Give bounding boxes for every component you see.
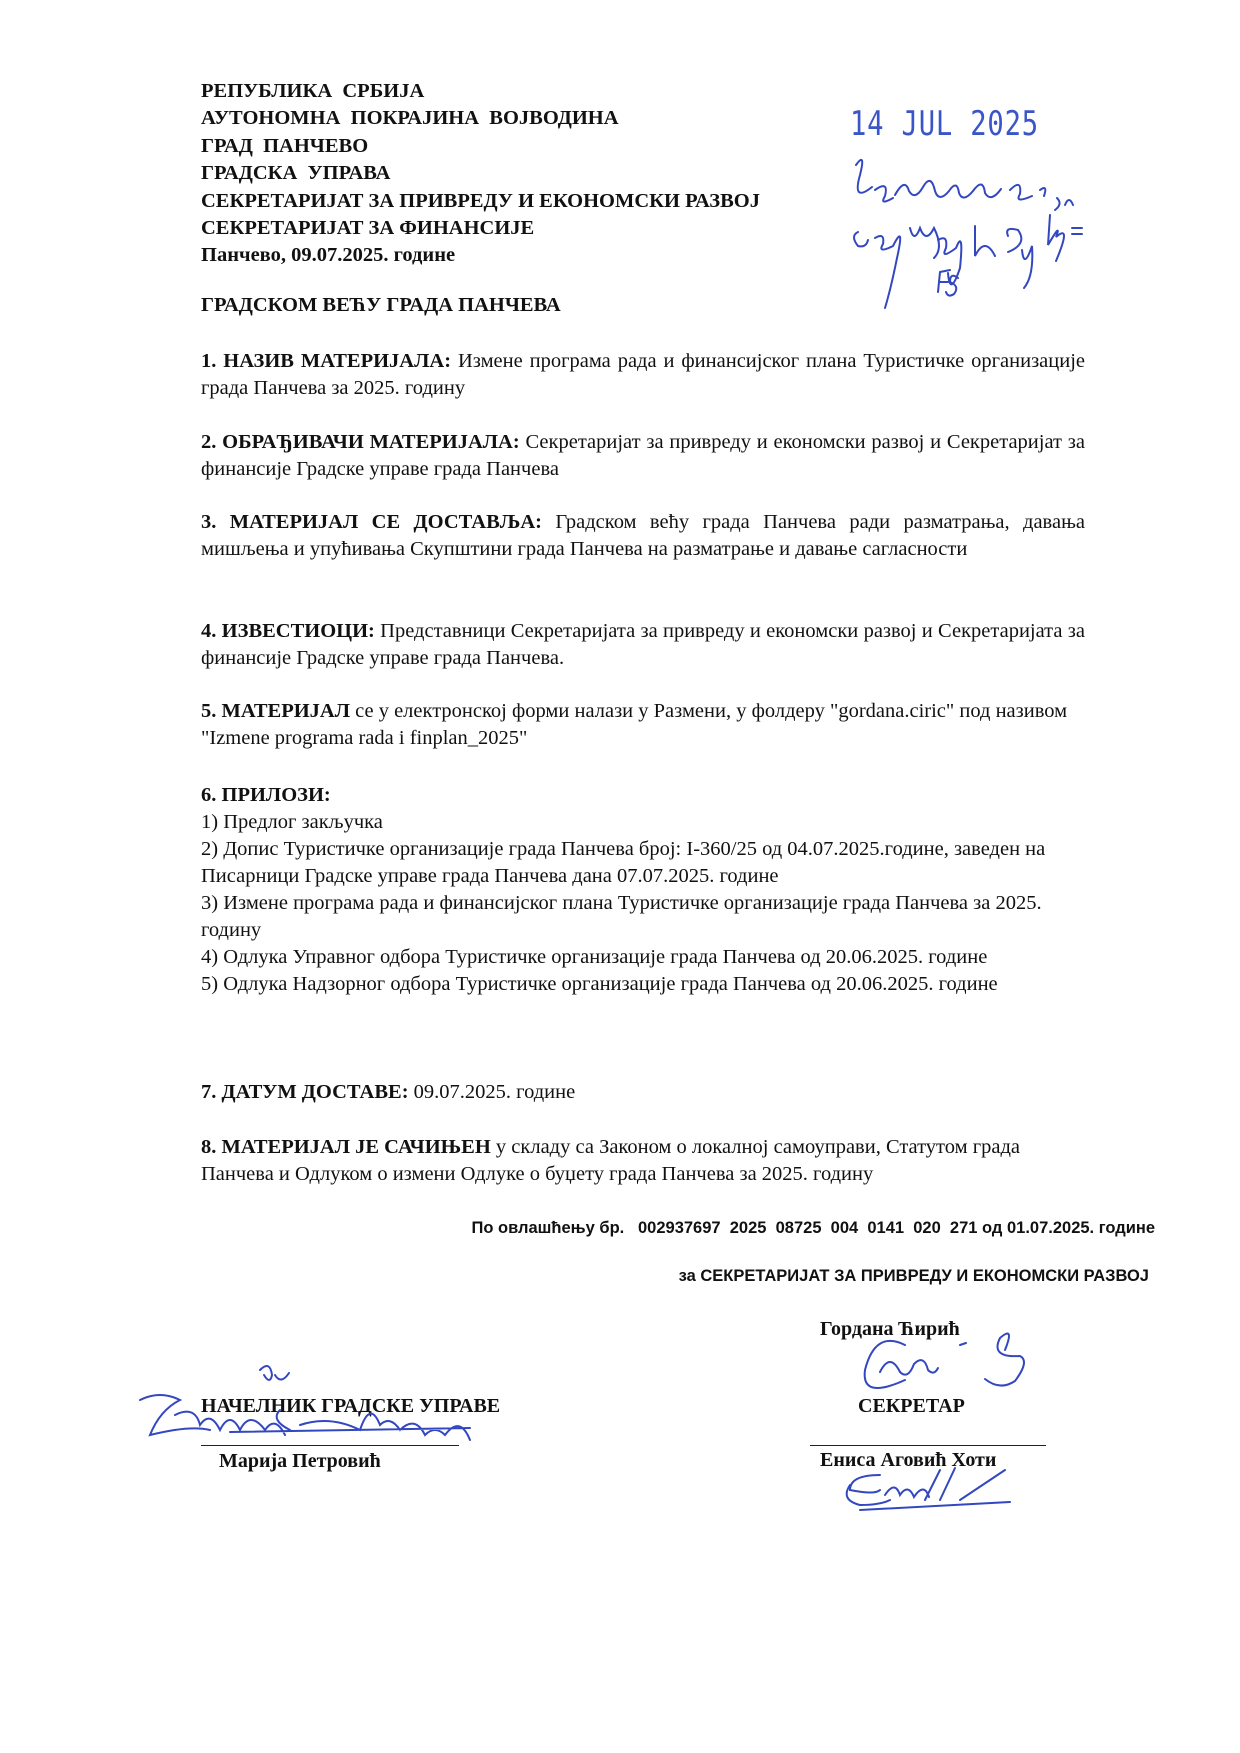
letterhead-line: ГРАД ПАНЧЕВО (201, 134, 369, 157)
attachment-item: 5) Одлука Надзорног одбора Туристичке организације града Панчева од 20.06.2025. године (201, 973, 998, 995)
section-text: се у електронској форми налази у Размени, у фолдеру "gordana.ciric" под називом "Izmene programa rada i finplan_2025" (201, 700, 1068, 749)
letterhead-line: СЕКРЕТАРИЈАТ ЗА ФИНАНСИЈЕ (201, 217, 535, 240)
letterhead-line: АУТОНОМНА ПОКРАЈИНА ВОЈВОДИНА (201, 107, 619, 130)
signature-agovic-hoti (847, 1468, 1010, 1510)
section-label: 2. ОБРАЂИВАЧИ МАТЕРИЈАЛА: (201, 431, 520, 453)
section-5 (201, 698, 1085, 752)
letterhead-line: ГРАДСКА УПРАВА (201, 162, 391, 185)
section-label: 4. ИЗВЕСТИОЦИ: (201, 620, 375, 642)
letterhead-line: СЕКРЕТАРИЈАТ ЗА ПРИВРЕДУ И ЕКОНОМСКИ РАЗВОЈ (201, 189, 760, 212)
section-label: 7. ДАТУМ ДОСТАВЕ: (201, 1081, 409, 1103)
attachments-label: 6. ПРИЛОЗИ: (201, 784, 331, 806)
for-secretariat: за СЕКРЕТАРИЈАТ ЗА ПРИВРЕДУ И ЕКОНОМСКИ РАЗВОЈ (678, 1267, 1149, 1285)
section-label: 5. МАТЕРИЈАЛ (201, 700, 350, 722)
section-label: 8. МАТЕРИЈАЛ ЈЕ САЧИЊЕН (201, 1136, 491, 1158)
attachment-item: 2) Допис Туристичке организације града Панчева број: I-360/25 од 04.07.2025.године, заведен на Писарници Градске управе града Панчева дана 07.07.2025. године (201, 838, 1046, 887)
letterhead-line: РЕПУБЛИКА СРБИЈА (201, 80, 425, 102)
head-name: Марија Петровић (219, 1450, 381, 1472)
handwritten-note (854, 160, 1082, 308)
section-4 (201, 618, 1085, 672)
attachment-item: 4) Одлука Управног одбора Туристичке организације града Панчева од 20.06.2025. године (201, 946, 988, 968)
received-date-stamp: 14 JUL 2025 (850, 104, 1039, 144)
section-text: 09.07.2025. године (408, 1081, 576, 1103)
secretary-name: Ениса Аговић Хоти (820, 1449, 997, 1471)
document-date: Панчево, 09.07.2025. године (201, 244, 456, 267)
section-label: 1. НАЗИВ МАТЕРИЈАЛА: (201, 350, 452, 372)
section-text: Градском већу града Панчева ради разматрања, давања мишљења и упућивања Скупштини града Панчева на разматрање и давање сагласности (201, 511, 1085, 560)
addressee: ГРАДСКОМ ВЕЋУ ГРАДА ПАНЧЕВА (201, 294, 561, 316)
attachment-item: 3) Измене програма рада и финансијског плана Туристичке организације града Панчева за 2025. годину (201, 892, 1042, 941)
section-text: у складу са Законом о локалној самоуправи, Статутом града Панчева и Одлуком о измени Одлуке о буџету града Панчева за 2025. годину (201, 1136, 1020, 1185)
section-label: 3. МАТЕРИЈАЛ СЕ ДОСТАВЉА: (201, 511, 542, 533)
head-title: НАЧЕЛНИК ГРАДСКЕ УПРАВЕ (201, 1395, 501, 1417)
section-7 (201, 1079, 1085, 1106)
section-text: Измене програма рада и финансијског плана Туристичке организације града Панчева за 2025. годину (201, 350, 1085, 399)
section-1 (201, 348, 1085, 402)
letterhead (201, 78, 760, 270)
section-8 (201, 1134, 1085, 1188)
signature-line (810, 1445, 1046, 1446)
attachment-item: 1) Предлог закључка (201, 811, 383, 833)
section-2 (201, 429, 1085, 483)
secretary-title: СЕКРЕТАР (858, 1395, 965, 1417)
section-text: Секретаријат за привреду и економски развој и Секретаријат за финансије Градске управе града Панчева (201, 431, 1085, 480)
section-text: Представници Секретаријата за привреду и економски развој и Секретаријата за финансије Градске управе града Панчева. (201, 620, 1085, 669)
signature-ciric (865, 1334, 1024, 1388)
signature-line (201, 1445, 459, 1446)
attachments (201, 782, 1091, 998)
authorization-note: По овлашћењу бр. 002937697 2025 08725 004 0141 020 271 од 01.07.2025. године (471, 1219, 1155, 1237)
section-3 (201, 509, 1085, 563)
signatory-name: Гордана Ћирић (820, 1318, 960, 1340)
